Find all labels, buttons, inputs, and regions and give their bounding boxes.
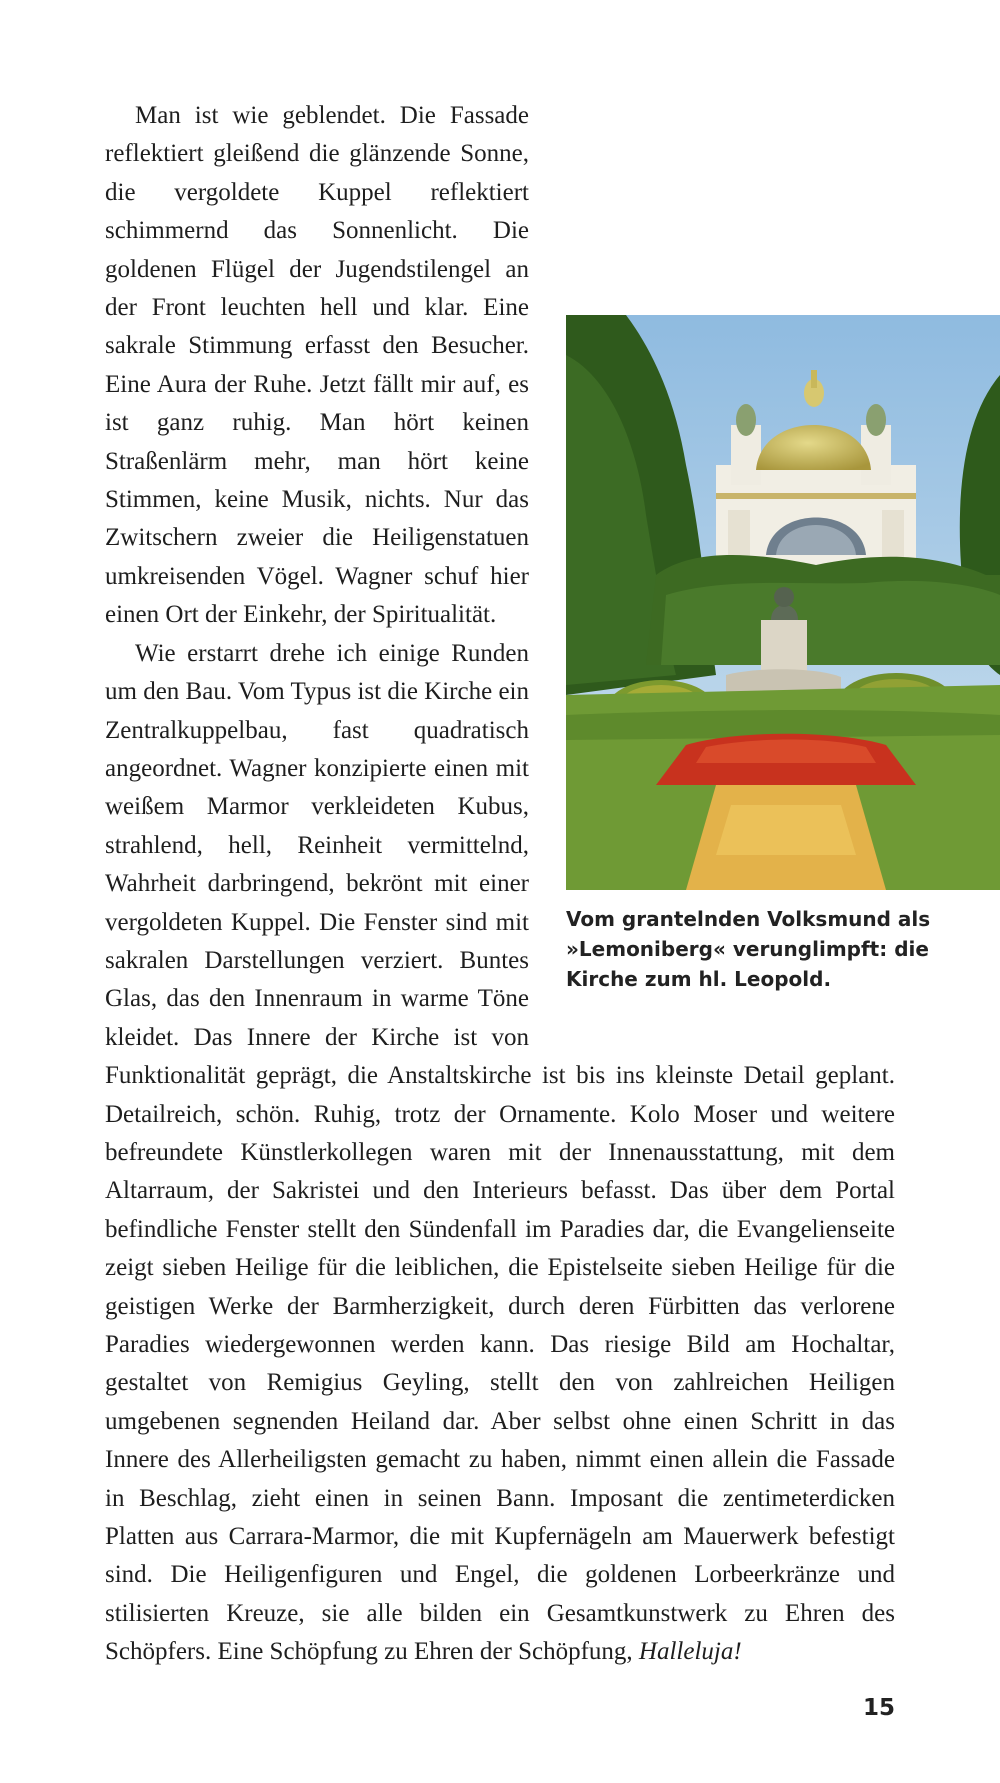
church-photo <box>566 315 1000 890</box>
photo-caption: Vom grantelnden Volksmund als »Lemoniberg« verunglimpft: die Kirche zum hl. Leopold. <box>566 907 931 991</box>
paragraph-1: Man ist wie geblendet. Die Fassade reflektiert gleißend die glänzende Sonne, die vergoldete Kuppel reflektiert schimmernd das Sonnenlicht. Die goldenen Flügel der Jugendstilengel an der Front leuchten hell und klar. Eine sakrale Stimmung erfasst den Besucher. Eine Aura der Ruhe. Jetzt fällt mir auf, es ist ganz ruhig. Man hört keinen Straßenlärm mehr, man hört keine Stimmen, keine Musik, nichts. Nur das Zwitschern zweier die Heiligenstatuen umkreisenden Vögel. Wagner schuf hier einen Ort der Einkehr, der Spiritualität. <box>105 102 529 629</box>
closing-exclamation: Halleluja! <box>638 1638 742 1666</box>
paragraph-2-text: Wie erstarrt drehe ich einige Runden um den Bau. Vom Typus ist die Kirche ein Zentralkuppelbau, fast quadratisch angeordnet. Wagner konzipierte einen mit weißem Marmor verkleideten Kubus, strahlend, hell, Reinheit vermittelnd, Wahrheit darbringend, bekrönt mit einer vergoldeten Kuppel. Die Fenster sind mit sakralen Darstellungen verziert. Buntes Glas, das den Innenraum in warme Töne kleidet. Das Innere der Kirche ist von Funktionalität geprägt, die Anstaltskirche ist bis ins kleinste Detail geplant. Detailreich, schön. Ruhig, trotz der Ornamente. Kolo Moser und weitere befreundete Künstlerkollegen waren mit der Innenausstattung, mit dem Altarraum, der Sakristei und den Interieurs befasst. Das über dem Portal befindliche Fenster stellt den Sündenfall im Paradies dar, die Evangelienseite zeigt sieben Heilige für die leiblichen, die Epistelseite sieben Heilige für die geistigen Werke der Barmherzigkeit, durch deren Fürbitten das verlorene Paradies wiedergewonnen werden kann. Das riesige Bild am Hochaltar, gestaltet von Remigius Geyling, stellt den von zahlreichen Heiligen umgebenen segnenden Heiland dar. Aber selbst ohne einen Schritt in das Innere des Allerheiligsten gemacht zu haben, nimmt einen allein die Fassade in Beschlag, zieht einen in seinen Bann. Imposant die zentimeterdicken Platten aus Carrara-Marmor, die mit Kupfernägeln am Mauerwerk befestigt sind. Die Heiligenfiguren und Engel, die goldenen Lorbeerkränze und stilisierten Kreuze, sie alle bilden ein Gesamtkunstwerk zu Ehren des Schöpfers. Eine Schöpfung zu Ehren der Schöpfung, <box>105 639 895 1666</box>
page-number: 15 <box>862 1695 895 1721</box>
church-photo-illustration <box>566 315 1000 890</box>
